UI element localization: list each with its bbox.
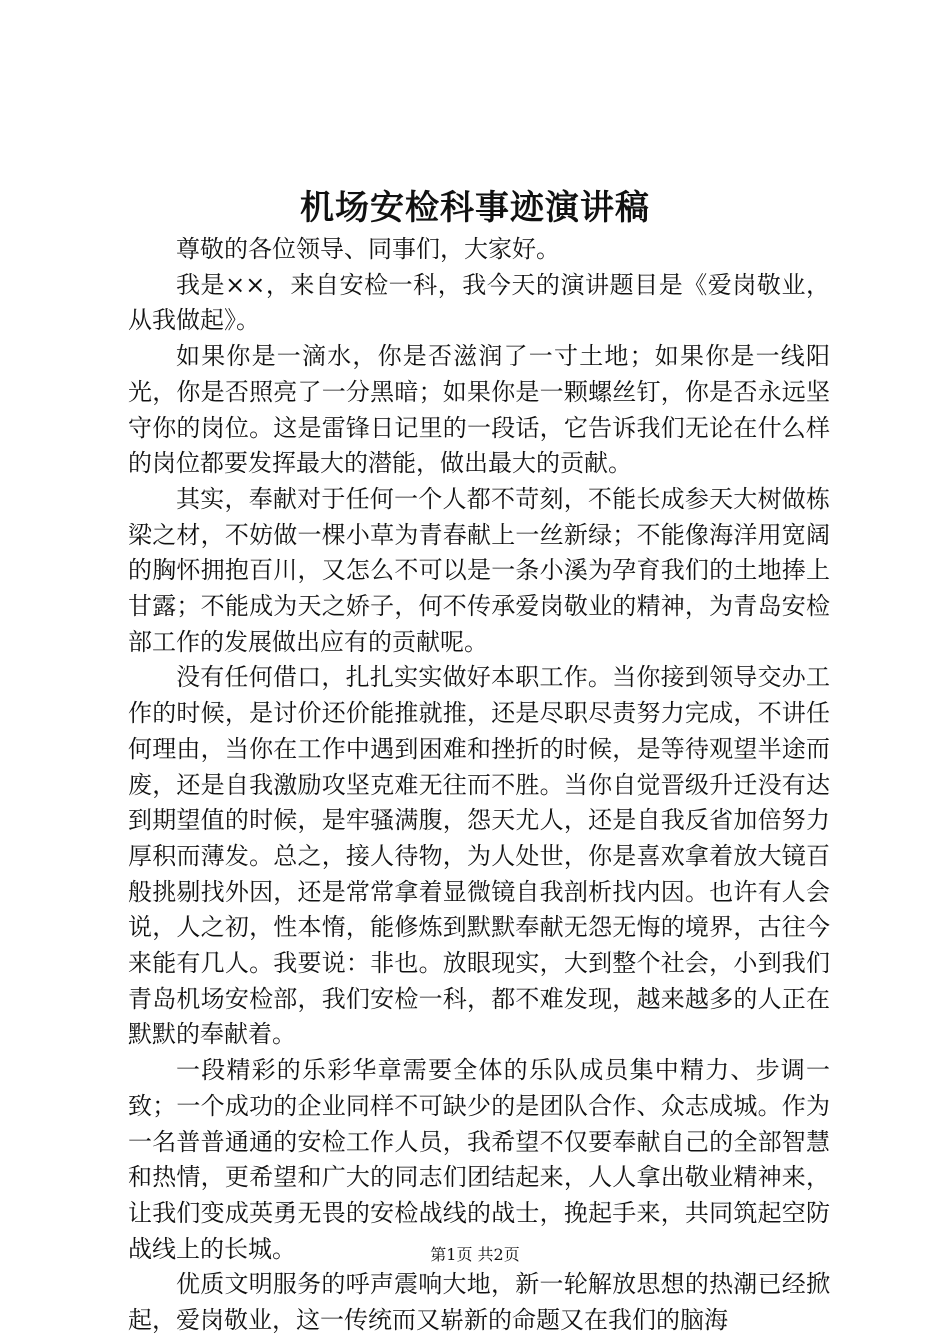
document-title: 机场安检科事迹演讲稿	[300, 188, 650, 228]
paragraph-intro: 我是××，来自安检一科，我今天的演讲题目是《爱岗敬业，从我做起》。	[128, 270, 830, 335]
paragraph-teamwork: 一段精彩的乐彩华章需要全体的乐队成员集中精力、步调一致；一个成功的企业同样不可缺少的是团队合作、众志成城。作为一名普普通通的安检工作人员，我希望不仅要奉献自己的全部智慧和热情，更希望和广大的同志们团结起来，人人拿出敬业精神来，让我们变成英勇无畏的安检战线的战士，挽起手来，共同筑起空防战线上的长城。	[128, 1056, 830, 1263]
page-footer: 第1页 共2页	[430, 1245, 520, 1264]
paragraph-no-excuses: 没有任何借口，扎扎实实做好本职工作。当你接到领导交办工作的时候，是讨价还价能推就推，还是尽职尽责努力完成，不讲任何理由，当你在工作中遇到困难和挫折的时候，是等待观望半途而废，还是自我激励攻坚克难无往而不胜。当你自觉晋级升迁没有达到期望值的时候，是牢骚满腹，怨天尤人，还是自我反省加倍努力厚积而薄发。总之，接人待物，为人处世，你是喜欢拿着放大镜百般挑剔找外因，还是常常拿着显微镜自我剖析找内因。也许有人会说，人之初，性本惰，能修炼到默默奉献无怨无悔的境界，古往今来能有几人。我要说：非也。放眼现实，大到整个社会，小到我们青岛机场安检部，我们安检一科，都不难发现，越来越多的人正在默默的奉献着。	[128, 663, 830, 1049]
paragraph-quality-service: 优质文明服务的呼声震响大地，新一轮解放思想的热潮已经掀起，爱岗敬业，这一传统而又崭新的命题又在我们的脑海	[128, 1270, 830, 1335]
paragraph-dedication: 其实，奉献对于任何一个人都不苛刻，不能长成参天大树做栋梁之材，不妨做一棵小草为青春献上一丝新绿；不能像海洋用宽阔的胸怀拥抱百川，又怎么不可以是一条小溪为孕育我们的土地捧上甘露；不能成为天之娇子，何不传承爱岗敬业的精神，为青岛安检部工作的发展做出应有的贡献呢。	[128, 484, 830, 656]
paragraph-greeting: 尊敬的各位领导、同事们，大家好。	[176, 235, 560, 263]
document-body	[128, 232, 830, 1339]
paragraph-water-drop: 如果你是一滴水，你是否滋润了一寸土地；如果你是一线阳光，你是否照亮了一分黑暗；如果你是一颗螺丝钉，你是否永远坚守你的岗位。这是雷锋日记里的一段话，它告诉我们无论在什么样的岗位都要发挥最大的潜能，做出最大的贡献。	[128, 342, 830, 478]
